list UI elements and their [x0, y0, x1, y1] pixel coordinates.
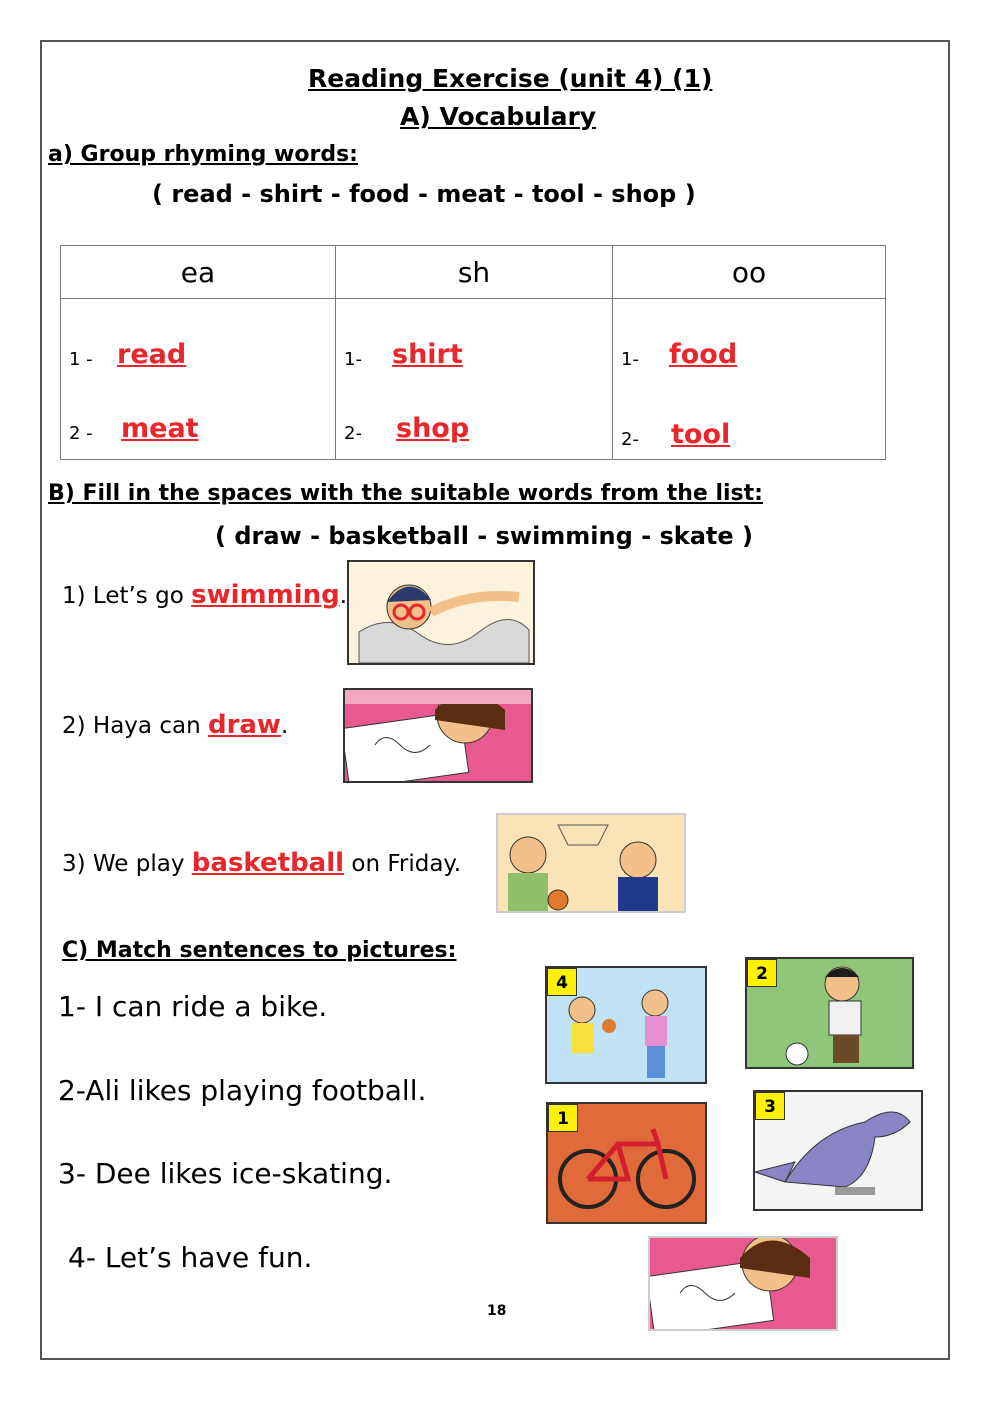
answer-number: 1- [621, 349, 639, 370]
answer-word: meat [121, 413, 199, 444]
answer-word: read [117, 339, 187, 370]
fill-sentence-3 [62, 848, 461, 878]
worksheet-title: Reading Exercise (unit 4) (1) [308, 64, 713, 93]
rhyme-table [60, 245, 886, 460]
fill-sentence-2 [62, 710, 288, 740]
sentence-answer: draw [207, 710, 281, 740]
picture-number-badge: 4 [547, 968, 577, 996]
picture-number-badge: 3 [755, 1092, 785, 1120]
kids-playing-picture [545, 966, 707, 1084]
ice-skating-picture [753, 1090, 923, 1211]
fill-sentence-1 [62, 580, 347, 610]
answer-word: tool [671, 419, 731, 450]
sentence-text: on Friday. [344, 851, 462, 877]
bike-picture [546, 1102, 707, 1224]
answer-number: 2 - [69, 423, 93, 444]
part-a-word-list: ( read - shirt - food - meat - tool - shop ) [152, 180, 696, 208]
match-sentence-1: 1- I can ride a bike. [58, 990, 328, 1023]
sentence-text: 2) Haya can [62, 713, 208, 739]
answer-word: shirt [392, 339, 463, 370]
basketball-picture [496, 813, 686, 913]
sentence-text: . [280, 713, 289, 739]
sentence-text: 3) We play [62, 851, 192, 877]
football-picture [745, 957, 914, 1069]
picture-number-badge: 2 [747, 959, 777, 987]
answer-number: 1 - [69, 349, 93, 370]
answer-number: 1- [344, 349, 362, 370]
part-b-instruction: B) Fill in the spaces with the suitable words from the list: [48, 481, 763, 506]
drawing-picture [343, 688, 533, 783]
page-number: 18 [487, 1303, 507, 1319]
sentence-text: 1) Let’s go [62, 583, 192, 609]
sentence-text: . [339, 583, 348, 609]
column-cell-sh [336, 299, 613, 460]
match-sentence-4: 4- Let’s have fun. [68, 1241, 313, 1274]
part-b-word-list: ( draw - basketball - swimming - skate ) [215, 522, 753, 550]
part-a-instruction: a) Group rhyming words: [48, 142, 358, 167]
column-header-sh: sh [336, 246, 613, 299]
answer-word: shop [396, 413, 470, 444]
column-header-oo: oo [613, 246, 886, 299]
part-c-instruction: C) Match sentences to pictures: [62, 938, 457, 963]
sentence-answer: basketball [191, 848, 345, 878]
picture-number-badge: 1 [548, 1104, 578, 1132]
match-sentence-2: 2-Ali likes playing football. [58, 1074, 427, 1107]
match-sentence-3: 3- Dee likes ice-skating. [58, 1157, 393, 1190]
answer-word: food [669, 339, 738, 370]
column-header-ea: ea [61, 246, 336, 299]
swimming-picture [347, 560, 535, 665]
column-cell-oo [613, 299, 886, 460]
fun-picture [648, 1236, 838, 1331]
answer-number: 2- [344, 423, 362, 444]
column-cell-ea [61, 299, 336, 460]
sentence-answer: swimming [191, 580, 340, 610]
section-a-heading: A) Vocabulary [400, 102, 597, 131]
answer-number: 2- [621, 429, 639, 450]
